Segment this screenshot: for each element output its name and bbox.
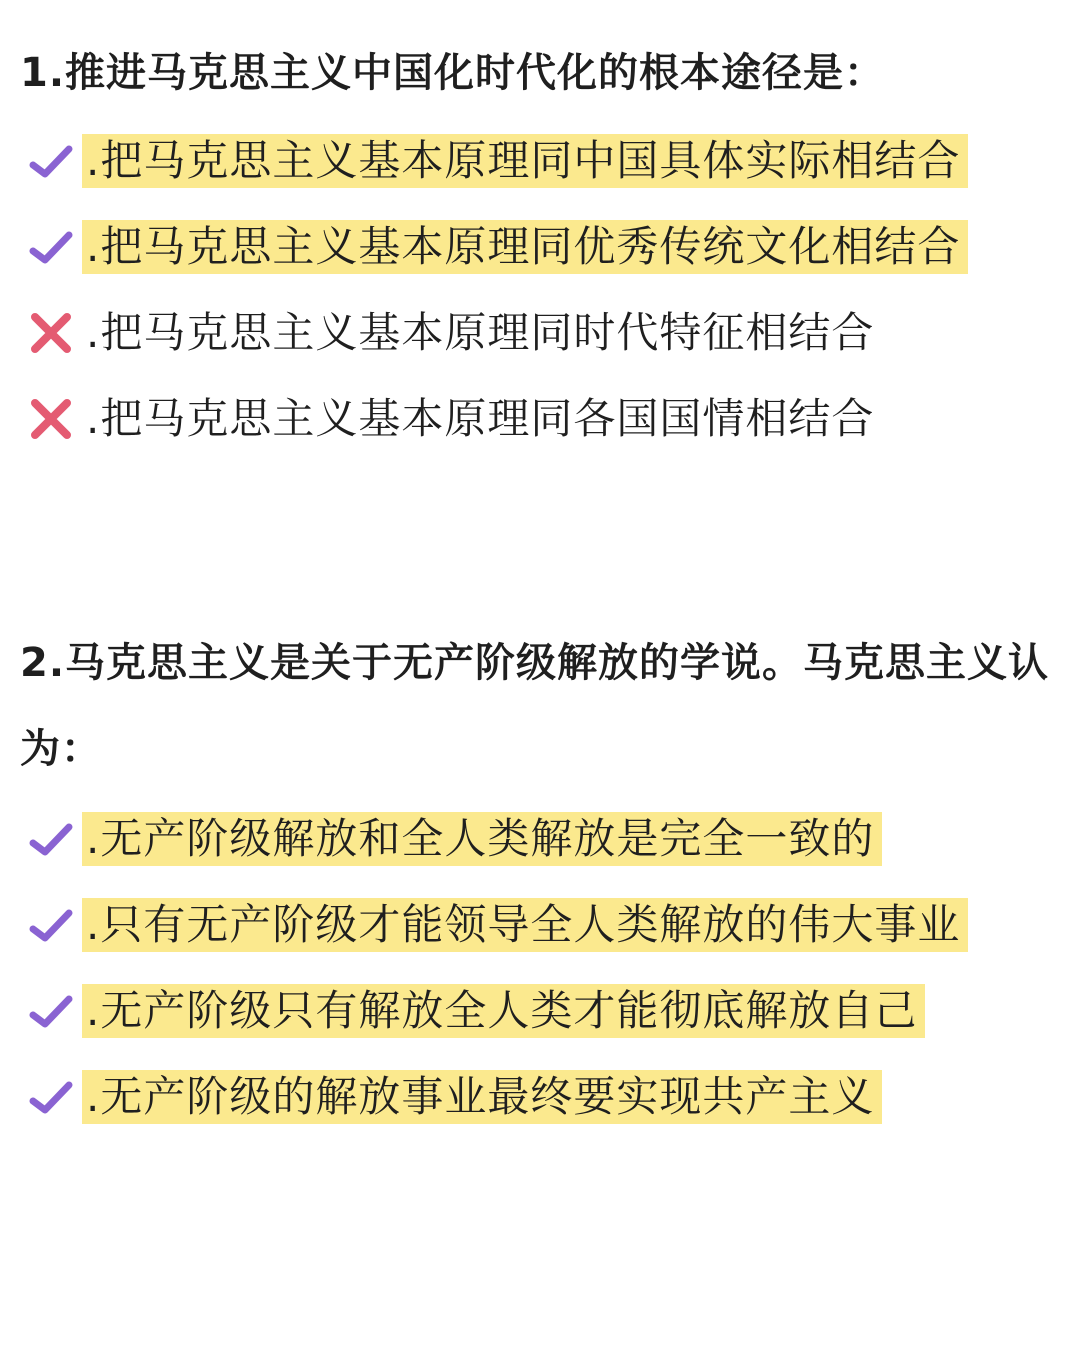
option-text: .只有无产阶级才能领导全人类解放的伟大事业	[82, 898, 968, 952]
option-text: .把马克思主义基本原理同中国具体实际相结合	[82, 134, 968, 188]
question-2-stem: 2.马克思主义是关于无产阶级解放的学说。马克思主义认为：	[20, 640, 1050, 772]
q1-option-1	[26, 118, 968, 204]
q2-option-2	[26, 882, 968, 968]
cross-icon	[26, 308, 76, 358]
check-icon	[26, 1072, 76, 1122]
question-1-stem: 1.推进马克思主义中国化时代化的根本途径是：	[20, 50, 886, 96]
q2-option-4	[26, 1054, 968, 1140]
check-icon	[26, 900, 76, 950]
option-text: .无产阶级只有解放全人类才能彻底解放自己	[82, 984, 925, 1038]
q1-option-2	[26, 204, 968, 290]
option-text: .无产阶级解放和全人类解放是完全一致的	[82, 812, 882, 866]
check-icon	[26, 814, 76, 864]
question-1-options	[26, 118, 968, 462]
q1-option-4	[26, 376, 968, 462]
option-text: .把马克思主义基本原理同时代特征相结合	[86, 308, 875, 357]
cross-icon	[26, 394, 76, 444]
check-icon	[26, 222, 76, 272]
option-text: .把马克思主义基本原理同各国国情相结合	[86, 394, 875, 443]
check-icon	[26, 986, 76, 1036]
q2-option-3	[26, 968, 968, 1054]
q1-option-3	[26, 290, 968, 376]
check-icon	[26, 136, 76, 186]
option-text: .把马克思主义基本原理同优秀传统文化相结合	[82, 220, 968, 274]
question-2-options	[26, 796, 968, 1140]
q2-option-1	[26, 796, 968, 882]
option-text: .无产阶级的解放事业最终要实现共产主义	[82, 1070, 882, 1124]
